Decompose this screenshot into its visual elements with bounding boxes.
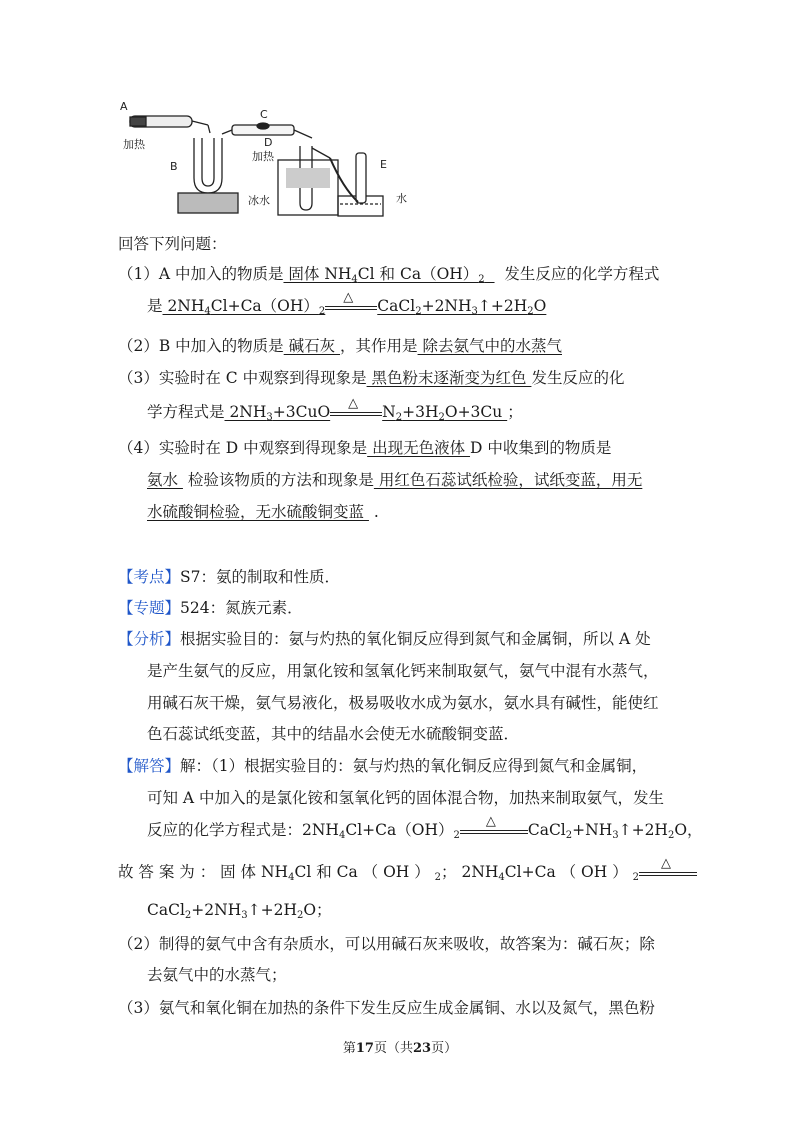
- fenxi-line3: 用碱石灰干燥，氨气易液化，极易吸收水成为氨水，氨水具有碱性，能使红: [147, 694, 659, 712]
- fenxi-line1: 【分析】根据实验目的：氨与灼热的氧化铜反应得到氮气和金属铜，所以 A 处: [118, 630, 651, 648]
- jieda-tag: 【解答】: [118, 757, 181, 775]
- q1-line2: 是 $2NH_4Cl+Ca(OH)_2$ △ $CaCl_2+2NH_3↑+2H_2O$: [147, 290, 547, 317]
- fenxi-line4: 色石蕊试纸变蓝，其中的结晶水会使无水硫酸铜变蓝．: [147, 725, 520, 743]
- q4-line2: 氨水 检验该物质的方法和现象是 用红色石蕊试纸检验，试纸变蓝，用无: [147, 471, 643, 489]
- jieda-line2: 可知 A 中加入的是氯化铵和氢氧化钙的固体混合物，加热来制取氨气，发生: [147, 789, 665, 807]
- jieda-line3: 反应的化学方程式是：$2NH_4Cl+Ca(OH)_2$ △ $CaCl_2+NH_3↑+2H_2O$，: [147, 814, 703, 841]
- jieda-line8: （3）氨气和氧化铜在加热的条件下发生反应生成金属铜、水以及氮气，黑色粉: [118, 999, 655, 1017]
- apparatus-diagram: [118, 98, 418, 223]
- page-total: 23: [413, 1041, 432, 1056]
- q4-answer2: 氨水: [147, 471, 183, 489]
- q4-line1: （4）实验时在 D 中观察到得现象是 出现无色液体 D 中收集到的物质是: [118, 439, 612, 457]
- label-c: C: [260, 108, 268, 121]
- label-water: 水: [396, 192, 407, 205]
- q4-answer3: 用红色石蕊试纸检验，试纸变蓝，用无: [373, 471, 643, 489]
- kaodian: 【考点】S7：氨的制取和性质．: [118, 568, 340, 586]
- q2-answer2: 除去氨气中的水蒸气: [417, 337, 562, 355]
- heat-sign: △: [460, 822, 528, 840]
- label-d: D: [264, 136, 273, 149]
- zhuanti: 【专题】524：氮族元素．: [118, 599, 303, 617]
- jieda-line6: （2）制得的氨气中含有杂质水，可以用碱石灰来吸收，故答案为：碱石灰；除: [118, 935, 655, 953]
- q1-equation: $2NH_4Cl+Ca(OH)_2$ △ $CaCl_2+2NH_3↑+2H_2O$: [162, 290, 547, 317]
- q2-answer1: 碱石灰: [283, 337, 341, 355]
- heat-sign: △: [330, 404, 382, 422]
- q1-line1: （1）A 中加入的物质是 固体 $NH_4Cl$ 和 $Ca(OH)_2$ 发生反应的化学方程式: [118, 265, 660, 285]
- q4-answer3-cont: 水硫酸铜检验，无水硫酸铜变蓝: [147, 503, 369, 521]
- jieda-line1: 【解答】解：（1）根据实验目的：氨与灼热的氧化铜反应得到氮气和金属铜，: [118, 757, 648, 775]
- label-b: B: [170, 160, 178, 173]
- kaodian-tag: 【考点】: [118, 568, 181, 586]
- q3-equation: $2NH_3+3CuO$ △ $N_2+3H_2O+3Cu$: [224, 396, 508, 423]
- q4-answer1: 出现无色液体: [367, 439, 471, 457]
- jieda-line5: $CaCl_2+2NH_3↑+2H_2O$；: [147, 901, 332, 921]
- label-heat-c: 加热: [252, 150, 274, 163]
- label-heat-a: 加热: [123, 138, 145, 151]
- jieda-line7: 去氨气中的水蒸气；: [147, 966, 287, 984]
- q3-line1: （3）实验时在 C 中观察到得现象是 黑色粉末逐渐变为红色 发生反应的化: [118, 369, 625, 387]
- zhuanti-tag: 【专题】: [118, 599, 181, 617]
- q3-answer1: 黑色粉末逐渐变为红色: [366, 369, 532, 387]
- q4-line3: 水硫酸铜检验，无水硫酸铜变蓝 .: [147, 503, 379, 521]
- q3-line2: 学方程式是 $2NH_3+3CuO$ △ $N_2+3H_2O+3Cu$ ；: [147, 396, 523, 423]
- q1-answer1: 固体 $NH_4Cl$ 和 $Ca(OH)_2$: [283, 265, 485, 285]
- page-footer: 第17页（共23页）: [342, 1041, 458, 1056]
- heat-sign: △: [639, 864, 697, 882]
- jieda-line4: 故 答 案 为 ： 固 体 $NH_4Cl$ 和 Ca （ OH ） $_2$； $2NH_4Cl+Ca$ （ OH ） $_2$ △: [118, 860, 697, 884]
- label-ice-water: 冰水: [248, 194, 270, 207]
- label-e: E: [380, 158, 387, 171]
- page-number: 17: [355, 1041, 374, 1056]
- heat-sign: △: [325, 298, 377, 316]
- fenxi-line2: 是产生氨气的反应，用氯化铵和氢氧化钙来制取氨气，氨气中混有水蒸气，: [147, 662, 659, 680]
- intro-text: 回答下列问题：: [118, 235, 227, 253]
- label-a: A: [120, 100, 128, 113]
- q2-line: （2）B 中加入的物质是 碱石灰 ，其作用是 除去氨气中的水蒸气: [118, 337, 562, 355]
- fenxi-tag: 【分析】: [118, 630, 181, 648]
